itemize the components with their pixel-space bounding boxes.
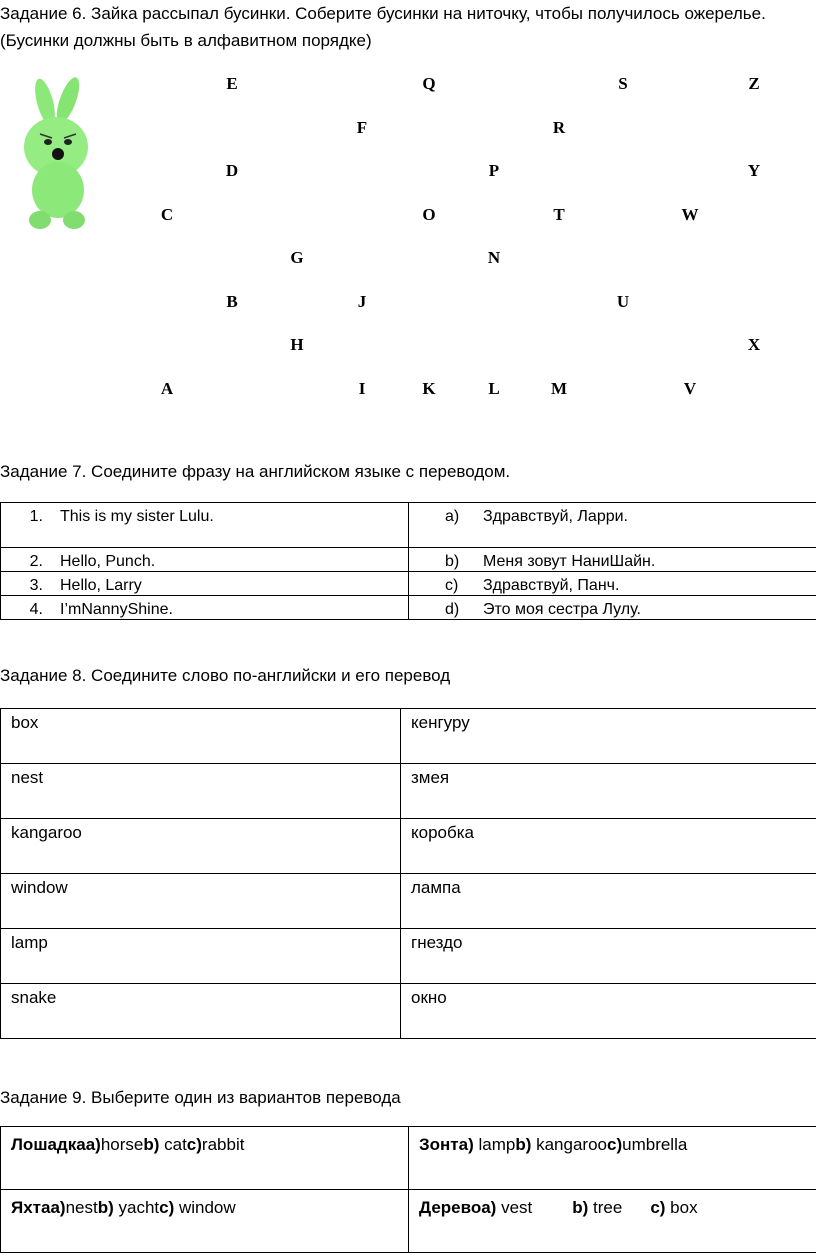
bead-letter: T [553, 205, 564, 225]
option-letter: c) [607, 1135, 622, 1154]
bead-letter: Q [422, 74, 435, 94]
option-letter: b) [572, 1198, 588, 1217]
russian-word: змея [401, 764, 816, 819]
task7-table [0, 502, 816, 620]
table-cell [1, 596, 409, 620]
bead-letter: O [422, 205, 435, 225]
choice-cell [1, 1190, 409, 1253]
russian-word: кенгуру [401, 709, 816, 764]
row-number: 3. [15, 577, 43, 594]
english-phrase: I’mNannyShine. [60, 601, 173, 618]
table-cell [409, 548, 816, 572]
option-a: horse [101, 1135, 144, 1154]
bead-letter: B [226, 292, 237, 312]
russian-word: Зонта) [419, 1135, 474, 1154]
table-row [1, 503, 816, 548]
task9-table [0, 1126, 816, 1253]
bead-letter: C [161, 205, 173, 225]
bead-letter: X [748, 335, 760, 355]
table-cell [409, 503, 816, 548]
bead-letter: M [551, 379, 567, 399]
english-word: window [1, 874, 401, 929]
option-letter: d) [445, 601, 473, 618]
table-row [1, 1127, 816, 1190]
bead-letter: I [359, 379, 366, 399]
option-letter: b) [98, 1198, 114, 1217]
row-number: 2. [15, 553, 43, 570]
option-a: vest [496, 1198, 532, 1217]
english-word: lamp [1, 929, 401, 984]
bead-letter: W [682, 205, 699, 225]
russian-word: Яхтаа) [11, 1198, 66, 1217]
table-row [1, 572, 816, 596]
table-cell [1, 572, 409, 596]
table-row [1, 819, 816, 874]
choice-cell [409, 1127, 816, 1190]
task8-table [0, 708, 816, 1039]
task7-title: Задание 7. Соедините фразу на английском языке с переводом. [0, 460, 510, 484]
option-c: rabbit [202, 1135, 245, 1154]
russian-word: коробка [401, 819, 816, 874]
task6-title-line1: Задание 6. Зайка рассыпал бусинки. Соберите бусинки на ниточку, чтобы получилось ожерелье. [0, 2, 766, 26]
option-b: cat [159, 1135, 186, 1154]
table-row [1, 874, 816, 929]
english-phrase: Hello, Larry [60, 577, 142, 594]
option-a: lamp [474, 1135, 516, 1154]
bead-letter: G [290, 248, 303, 268]
option-c: box [665, 1198, 697, 1217]
bead-letter: J [358, 292, 367, 312]
task9-title: Задание 9. Выберите один из вариантов перевода [0, 1086, 401, 1110]
option-letter: c) [159, 1198, 174, 1217]
table-cell [1, 503, 409, 548]
option-letter: c) [187, 1135, 202, 1154]
bead-letter: L [488, 379, 499, 399]
bead-letter: F [357, 118, 367, 138]
bead-letter: D [226, 161, 238, 181]
bead-letter: P [489, 161, 499, 181]
russian-word: лампа [401, 874, 816, 929]
table-cell [409, 596, 816, 620]
russian-word: Лошадкаа) [11, 1135, 101, 1154]
english-word: snake [1, 984, 401, 1039]
option-letter: c) [650, 1198, 665, 1217]
option-letter: a) [445, 508, 473, 525]
bead-letter: K [422, 379, 435, 399]
choice-cell [1, 1127, 409, 1190]
russian-phrase: Это моя сестра Лулу. [483, 601, 641, 618]
bead-letter: Y [748, 161, 760, 181]
russian-phrase: Здравствуй, Панч. [483, 577, 619, 594]
option-letter: c) [445, 577, 473, 594]
option-b: tree [588, 1198, 622, 1217]
russian-phrase: Меня зовут НаниШайн. [483, 553, 655, 570]
row-number: 1. [15, 508, 43, 525]
option-letter: b) [515, 1135, 531, 1154]
english-word: nest [1, 764, 401, 819]
table-row [1, 764, 816, 819]
bead-letter: S [618, 74, 627, 94]
option-letter: b) [445, 553, 473, 570]
bead-letter: Z [748, 74, 759, 94]
bead-letter: E [226, 74, 237, 94]
bead-letter: R [553, 118, 565, 138]
table-row [1, 984, 816, 1039]
bead-letter: H [290, 335, 303, 355]
table-row [1, 548, 816, 572]
table-cell [409, 572, 816, 596]
option-b: kangaroo [531, 1135, 607, 1154]
russian-phrase: Здравствуй, Ларри. [483, 508, 628, 525]
option-b: yacht [114, 1198, 159, 1217]
table-row [1, 929, 816, 984]
english-phrase: Hello, Punch. [60, 553, 155, 570]
bunny-image [10, 72, 100, 232]
table-row [1, 596, 816, 620]
russian-word: окно [401, 984, 816, 1039]
table-row [1, 709, 816, 764]
bead-letter: A [161, 379, 173, 399]
bead-letter: V [684, 379, 696, 399]
english-phrase: This is my sister Lulu. [60, 508, 214, 525]
option-a: nest [66, 1198, 98, 1217]
option-c: window [174, 1198, 235, 1217]
english-word: kangaroo [1, 819, 401, 874]
table-cell [1, 548, 409, 572]
russian-word: Деревоа) [419, 1198, 496, 1217]
row-number: 4. [15, 601, 43, 618]
option-c: umbrella [622, 1135, 687, 1154]
task6-title-line2: (Бусинки должны быть в алфавитном порядке) [0, 29, 372, 53]
bead-letter: U [617, 292, 629, 312]
english-word: box [1, 709, 401, 764]
table-row [1, 1190, 816, 1253]
option-letter: b) [143, 1135, 159, 1154]
russian-word: гнездо [401, 929, 816, 984]
task8-title: Задание 8. Соедините слово по-английски и его перевод [0, 664, 450, 688]
choice-cell [409, 1190, 816, 1253]
bead-letter: N [488, 248, 500, 268]
